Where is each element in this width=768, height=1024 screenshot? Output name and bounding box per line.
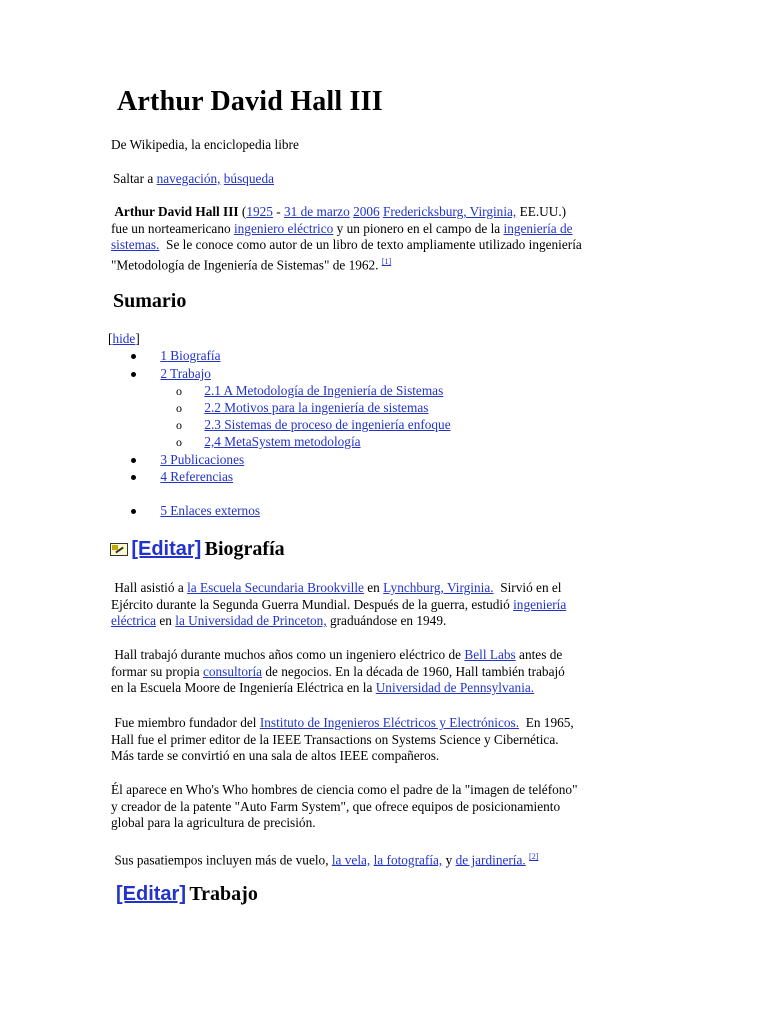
text: Más tarde se convirtió en una sala de altos IEEE compañeros. xyxy=(111,748,440,764)
brookville-link[interactable]: la Escuela Secundaria Brookville xyxy=(187,580,364,595)
date-link[interactable]: 31 de marzo xyxy=(284,204,350,219)
circle-bullet-icon: o xyxy=(176,401,182,415)
gardening-link[interactable]: de jardinería. xyxy=(455,852,526,868)
bio-paragraph-3 xyxy=(111,715,661,765)
electrical-engineering-link-cont[interactable]: eléctrica xyxy=(111,613,157,629)
table-of-contents xyxy=(108,330,608,530)
toc-subitem xyxy=(176,399,428,417)
toc-link-2-1[interactable]: 2.1 A Metodología de Ingeniería de Sistemas xyxy=(204,383,444,398)
intro-paragraph xyxy=(111,204,661,274)
intro-text: y un pionero en el campo de la xyxy=(336,220,501,236)
jump-links xyxy=(113,171,663,188)
upenn-link[interactable]: Universidad de Pennsylvania. xyxy=(375,680,535,696)
toc-subitem xyxy=(176,416,451,434)
toc-link-publicaciones[interactable]: 3 Publicaciones xyxy=(160,452,245,467)
toc-link-2-3[interactable]: 2.3 Sistemas de proceso de ingeniería enfoque xyxy=(204,417,451,432)
country-text: EE.UU.) xyxy=(519,204,567,219)
page-title: Arthur David Hall III xyxy=(117,86,383,117)
bullet-icon xyxy=(131,458,136,463)
toc-item xyxy=(131,365,211,382)
toc-hide-link[interactable]: hide xyxy=(112,331,136,346)
text: graduándose en 1949. xyxy=(329,613,447,629)
year2-link[interactable]: 2006 xyxy=(353,204,380,219)
text: Sus pasatiempos incluyen más de vuelo, xyxy=(114,852,329,868)
bracket: [ xyxy=(108,331,113,346)
text: En 1965, xyxy=(525,715,574,730)
bullet-icon xyxy=(131,372,136,377)
bullet-icon xyxy=(131,509,136,514)
electrical-engineering-link[interactable]: ingeniería xyxy=(513,596,567,612)
edit-trabajo-link[interactable]: [Editar] xyxy=(116,883,186,905)
jump-prefix: Saltar a xyxy=(113,171,154,186)
text: Él aparece en Who's Who hombres de ciencia como el padre de la "imagen de teléfono" xyxy=(111,782,578,797)
subject-name: Arthur David Hall III xyxy=(114,204,239,219)
toc-subitem xyxy=(176,433,361,451)
text: Hall fue el primer editor de la IEEE Transactions on Systems Science y Cibernética. xyxy=(111,731,559,747)
engineer-link[interactable]: ingeniero eléctrico xyxy=(233,220,334,236)
systems-engineering-link-cont[interactable]: sistemas. xyxy=(111,237,160,253)
bio-paragraph-1 xyxy=(111,580,661,630)
place-link[interactable]: Fredericksburg, Virginia, xyxy=(382,204,517,219)
text: de negocios. En la década de 1960, Hall también trabajó xyxy=(265,663,565,679)
navigation-link[interactable]: navegación, xyxy=(156,171,221,186)
text: en xyxy=(159,613,172,629)
text: y creador de la patente "Auto Farm System", que ofrece equipos de posicionamiento xyxy=(111,798,561,814)
text: formar su propia xyxy=(111,663,200,679)
toc-subitem xyxy=(176,382,443,400)
lynchburg-link[interactable]: Lynchburg, Virginia. xyxy=(383,580,494,595)
search-link[interactable]: búsqueda xyxy=(223,171,275,186)
bio-paragraph-2 xyxy=(111,647,661,697)
toc-item xyxy=(131,451,244,468)
toc-heading: Sumario xyxy=(113,290,187,312)
text: antes de xyxy=(519,647,563,662)
section-heading-biografia xyxy=(110,538,285,561)
paren: ( xyxy=(241,204,247,219)
sailing-link[interactable]: la vela, xyxy=(331,852,371,868)
toc-link-2-2[interactable]: 2.2 Motivos para la ingeniería de sistemas xyxy=(204,400,429,415)
intro-text: fue un norteamericano xyxy=(111,220,231,236)
edit-biografia-link[interactable]: [Editar] xyxy=(131,538,202,560)
intro-text: "Metodología de Ingeniería de Sistemas" de 1962. xyxy=(111,257,379,273)
bio-paragraph-5 xyxy=(111,849,661,869)
toc-link-2-4[interactable]: 2,4 MetaSystem metodología xyxy=(204,434,361,449)
bell-labs-link[interactable]: Bell Labs xyxy=(464,647,516,662)
toc-item xyxy=(131,347,221,364)
consultoria-link[interactable]: consultoría xyxy=(202,663,263,679)
year-link[interactable]: 1925 xyxy=(246,204,273,219)
section-heading-trabajo xyxy=(116,883,258,906)
circle-bullet-icon: o xyxy=(176,418,182,432)
bullet-icon xyxy=(131,354,136,359)
bracket: ] xyxy=(135,331,140,346)
text: Ejército durante la Segunda Guerra Mundial. Después de la guerra, estudió xyxy=(111,596,510,612)
intro-text: Se le conoce como autor de un libro de texto ampliamente utilizado ingeniería xyxy=(166,237,582,253)
edit-icon xyxy=(110,543,128,556)
text: en xyxy=(367,580,380,595)
toc-link-enlaces[interactable]: 5 Enlaces externos xyxy=(160,503,261,518)
bio-paragraph-4 xyxy=(111,782,661,832)
toc-link-biografia[interactable]: 1 Biografía xyxy=(160,348,221,363)
text: Fue miembro fundador del xyxy=(114,715,257,730)
section-title: Trabajo xyxy=(189,883,258,905)
text: Hall trabajó durante muchos años como un ingeniero eléctrico de xyxy=(114,647,462,662)
text: y xyxy=(445,852,453,868)
text: global para la agricultura de precisión. xyxy=(111,815,316,831)
site-subtitle: De Wikipedia, la enciclopedia libre xyxy=(111,137,299,152)
section-title: Biografía xyxy=(204,538,285,560)
dash: - xyxy=(272,204,285,219)
text: Hall asistió a xyxy=(114,580,184,595)
reference-2-link[interactable]: [2] xyxy=(529,852,539,861)
toc-link-referencias[interactable]: 4 Referencias xyxy=(160,469,234,484)
text: Sirvió en el xyxy=(500,580,562,595)
photography-link[interactable]: la fotografía, xyxy=(373,852,443,868)
toc-item xyxy=(131,468,233,485)
circle-bullet-icon: o xyxy=(176,384,182,398)
toc-item xyxy=(131,502,260,519)
ieee-link[interactable]: Instituto de Ingenieros Eléctricos y Electrónicos. xyxy=(259,715,520,730)
systems-engineering-link[interactable]: ingeniería de xyxy=(503,220,573,236)
princeton-link[interactable]: la Universidad de Princeton, xyxy=(175,613,327,629)
circle-bullet-icon: o xyxy=(176,435,182,449)
bullet-icon xyxy=(131,475,136,480)
reference-1-link[interactable]: [1] xyxy=(381,256,392,266)
text: en la Escuela Moore de Ingeniería Eléctrica en la xyxy=(111,680,373,696)
toc-link-trabajo[interactable]: 2 Trabajo xyxy=(160,366,211,381)
